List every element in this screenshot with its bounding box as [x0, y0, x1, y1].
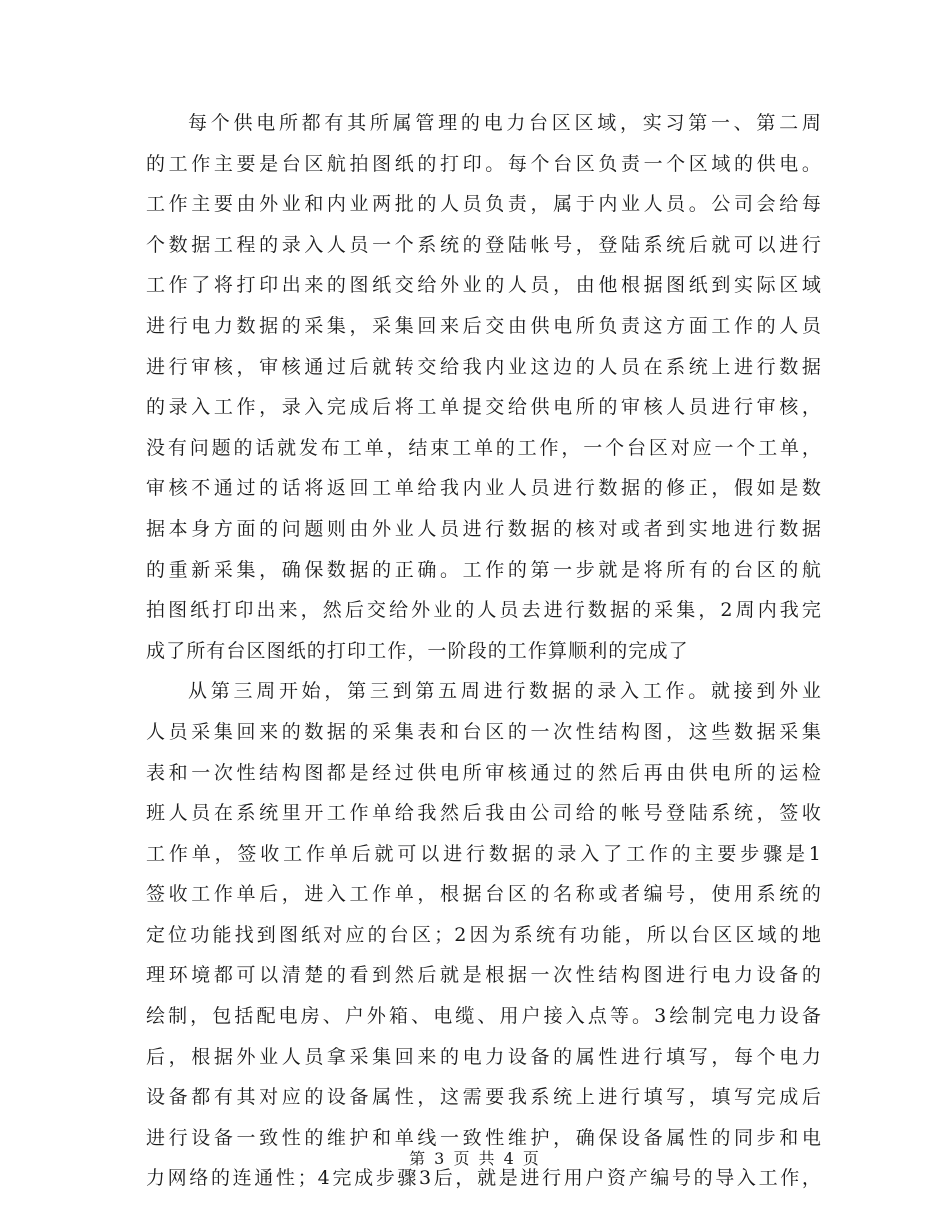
- paragraph-line: 力网络的连通性；4完成步骤3后，就是进行用户资产编号的导入工作，: [146, 1167, 822, 1190]
- paragraph-line: 人员采集回来的数据的采集表和台区的一次性结构图，这些数据采集: [146, 720, 822, 743]
- paragraph-line: 的录入工作，录入完成后将工单提交给供电所的审核人员进行审核，: [146, 396, 822, 419]
- paragraph-line: 理环境都可以清楚的看到然后就是根据一次性结构图进行电力设备的: [146, 964, 822, 987]
- paragraph-line: 进行审核，审核通过后就转交给我内业这边的人员在系统上进行数据: [146, 355, 822, 378]
- paragraph-line: 从第三周开始，第三到第五周进行数据的录入工作。就接到外业: [188, 680, 822, 703]
- paragraph-line: 据本身方面的问题则由外业人员进行数据的核对或者到实地进行数据: [146, 517, 822, 540]
- paragraph-line: 每个供电所都有其所属管理的电力台区区域，实习第一、第二周: [188, 112, 822, 134]
- paragraph-line: 定位功能找到图纸对应的台区；2因为系统有功能，所以台区区域的地: [146, 923, 822, 946]
- paragraph-line: 个数据工程的录入人员一个系统的登陆帐号，登陆系统后就可以进行: [146, 233, 822, 256]
- paragraph-line: 没有问题的话就发布工单，结束工单的工作，一个台区对应一个工单，: [146, 436, 822, 459]
- paragraph-line: 的工作主要是台区航拍图纸的打印。每个台区负责一个区域的供电。: [146, 152, 822, 175]
- paragraph-line: 的重新采集，确保数据的正确。工作的第一步就是将所有的台区的航: [146, 558, 822, 581]
- paragraph-line: 绘制，包括配电房、户外箱、电缆、用户接入点等。3绘制完电力设备: [146, 1005, 822, 1028]
- paragraph-line: 工作主要由外业和内业两批的人员负责，属于内业人员。公司会给每: [146, 193, 822, 216]
- paragraph-line: 工作单，签收工作单后就可以进行数据的录入了工作的主要步骤是1: [146, 842, 822, 865]
- paragraph-line: 进行电力数据的采集，采集回来后交由供电所负责这方面工作的人员: [146, 314, 822, 337]
- paragraph-line: 拍图纸打印出来，然后交给外业的人员去进行数据的采集，2周内我完: [146, 599, 822, 622]
- paragraph-line: 审核不通过的话将返回工单给我内业人员进行数据的修正，假如是数: [146, 477, 822, 500]
- paragraph-line: 设备都有其对应的设备属性，这需要我系统上进行填写，填写完成后: [146, 1086, 822, 1109]
- paragraph-line: 成了所有台区图纸的打印工作，一阶段的工作算顺利的完成了: [146, 639, 689, 662]
- paragraph-line: 工作了将打印出来的图纸交给外业的人员，由他根据图纸到实际区域: [146, 274, 822, 297]
- page-number-footer: 第 3 页 共 4 页: [409, 1149, 541, 1168]
- paragraph-line: 进行设备一致性的维护和单线一致性维护，确保设备属性的同步和电: [146, 1126, 822, 1149]
- paragraph-line: 签收工作单后，进入工作单，根据台区的名称或者编号，使用系统的: [146, 883, 822, 906]
- paragraph-line: 班人员在系统里开工作单给我然后我由公司给的帐号登陆系统，签收: [146, 802, 822, 825]
- document-body: [146, 103, 822, 1199]
- paragraph-line: 后，根据外业人员拿采集回来的电力设备的属性进行填写，每个电力: [146, 1045, 822, 1068]
- paragraph-line: 表和一次性结构图都是经过供电所审核通过的然后再由供电所的运检: [146, 761, 822, 784]
